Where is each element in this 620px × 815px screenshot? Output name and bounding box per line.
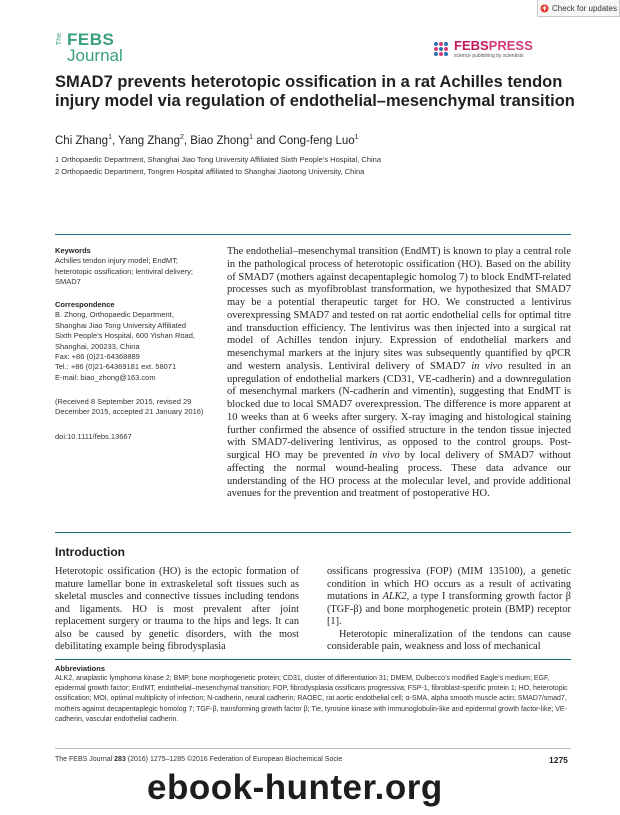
author-affiliation-mark: 1 — [249, 134, 253, 141]
footer-copyright: 2016 Federation of European Biochemical Socie — [192, 756, 343, 763]
article-title: SMAD7 prevents heterotopic ossification in a rat Achilles tendon injury model via regulation of endothelial–mesenchymal transition — [55, 73, 575, 110]
section-divider — [55, 234, 571, 235]
abstract-text: by local delivery of SMAD7 without affecting the normal wound-healing process. These data advance our understanding of the HO process at the molecular level, and provide additional avenues for the prevention and treatment of postoperative HO. — [227, 450, 571, 500]
keywords-text: Achilles tendon injury model; EndMT; heterotopic ossification; lentiviral delivery; SMAD7 — [55, 256, 193, 287]
abstract — [227, 246, 571, 501]
publisher-logo — [432, 38, 572, 64]
footer-journal: The FEBS Journal — [55, 756, 115, 763]
publisher-name-febs: FEBS — [454, 38, 489, 53]
introduction-column-right — [327, 566, 571, 654]
correspondence-heading: Correspondence — [55, 300, 115, 309]
author-separator: , — [183, 134, 191, 147]
footer-pages: (2016) 1275–1285 — [125, 756, 187, 763]
publisher-name — [454, 38, 533, 53]
doi: doi:10.1111/febs.13667 — [55, 432, 132, 441]
correspondence-line: Tel.: +86 (0)21-64369181 ext. 58071 — [55, 362, 177, 372]
author-affiliation-mark: 2 — [179, 134, 184, 141]
correspondence-line: Sixth People’s Hospital, 600 Yishan Road, — [55, 331, 195, 341]
author-list — [55, 134, 359, 147]
journal-logo-febs: FEBS — [67, 30, 115, 49]
keywords-block — [55, 246, 215, 288]
correspondence-line: Fax: +86 (0)21-64368889 — [55, 352, 140, 362]
febs-press-dots-icon — [432, 40, 450, 58]
author-affiliation-mark: 1 — [108, 134, 112, 141]
watermark: ebook-hunter.org — [147, 768, 443, 807]
correspondence-block — [55, 300, 215, 383]
page-number: 1275 — [549, 755, 568, 765]
introduction-paragraph: Heterotopic ossification (HO) is the ectopic formation of mature lamellar bone in extraskeletal soft tissues such as skeletal muscles and connective tissues including tendons and ligaments. HO is most prevalent after joint replacement surgery or trauma to the hips and legs. It can also be caused by genetic disorders, with the most debilitating example being fibrodysplasia — [55, 566, 299, 652]
author-name: Cong-feng Luo — [278, 134, 355, 147]
introduction-heading: Introduction — [55, 545, 125, 559]
footer-citation — [55, 756, 342, 763]
abbreviations-heading: Abbreviations — [55, 664, 106, 673]
correspondence-email: E-mail: biao_zhong@163.com — [55, 372, 156, 382]
affiliation-1: 1 Orthopaedic Department, Shanghai Jiao Tong University Affiliated Sixth People’s Hospital, China — [55, 155, 382, 164]
publisher-name-press: PRESS — [488, 38, 533, 53]
abbreviations-text: ALK2, anaplastic lymphoma kinase 2; BMP, bone morphogenetic protein; CD31, cluster of differentiation 31; DMEM, Dulbecco’s modified Eagle’s medium; EGF, epidermal growth factor; EndMT, endothelial–mesenchymal transition; FOP, fibrodysplasia ossificans progressiva; FSP-1, fibroblast-specific protein 1; HO, heterotopic ossification; MOI, optimal multiplicity of infection; N-cadherin, neural cadherin; RAOEC, rat aortic endothelial cell; α-SMA, alpha smooth muscle actin; SMAD7/smad7, mothers against decapentaplegic homolog 7; TGF-β, transforming growth factor β; Tie, tyrosine kinase with immunoglobulin-like and epidermal growth factor-like; VE-cadherin, vascular endothelial cadherin. — [55, 675, 568, 723]
introduction-paragraph: Heterotopic mineralization of the tendons can cause considerable pain, weakness and loss of mechanical — [327, 628, 571, 652]
keywords-heading: Keywords — [55, 246, 91, 255]
section-divider — [55, 532, 571, 533]
abstract-text: The endothelial–mesenchymal transition (EndMT) is known to play a central role in the pathological process of heterotopic ossification (HO). Based on the ability of SMAD7 (mothers against decapentaplegic homolog 7) to block EndMT-related processes such as myofibroblast transformation, we hypothesized that SMAD7 may be a potential therapeutic target for HO. We constructed a lentivirus overexpressing SMAD7 and tested on rat aortic endothelial cells for optimal titre and transduction efficiency. The lentivirus was then injected into a surgical rat model of Achilles tendon injury. Expression of endothelial markers and mesenchymal markers at the injury sites was subsequently quantified by qPCR and western analysis. Lentiviral delivery of SMAD7 — [227, 246, 571, 372]
abstract-italic: in vivo — [369, 450, 400, 461]
intro-italic: ALK2 — [382, 591, 407, 602]
copyright-icon: © — [186, 756, 193, 763]
check-for-updates-label: Check for updates — [552, 3, 617, 13]
author-name: Chi Zhang — [55, 134, 109, 147]
correspondence-line: Shanghai Jiao Tong University Affiliated — [55, 320, 187, 330]
footer-divider — [55, 748, 571, 749]
intro-text: ossificans progressiva (FOP) (MIM 135100), a genetic condition in which HO occurs as a result of activating mutations in — [327, 566, 571, 602]
correspondence-line: Shanghai, 200233, China — [55, 341, 140, 351]
journal-logo-the: The — [56, 33, 63, 46]
update-icon — [540, 4, 549, 13]
correspondence-line: B. Zhong, Orthopaedic Department, — [55, 310, 174, 320]
author-name: Yang Zhang — [118, 134, 180, 147]
author-name: Biao Zhong — [190, 134, 250, 147]
journal-logo-journal: Journal — [67, 46, 123, 65]
abstract-text: resulted in an upregulation of endothelial markers (CD31, VE-cadherin) and a downregulation of mesenchymal markers (N-cadherin and vimentin), suggesting that EndMT is blocked due to local SMAD7 overexpression. The difference is more apparent at 10 weeks than at 6 weeks after surgery. X-ray imaging and histological staining further confirmed the absence of ossified structure in the tendon tissue injected with SMAD7-delivering lentivirus, as opposed to the control groups. Post-surgical HO may be prevented — [227, 360, 571, 461]
journal-logo — [56, 30, 134, 66]
author-affiliation-mark: 1 — [354, 134, 359, 141]
author-separator: and — [253, 134, 279, 147]
introduction-paragraph — [327, 566, 571, 629]
received-dates: (Received 8 September 2015, revised 29 December 2015, accepted 21 January 2016) — [55, 397, 204, 417]
author-separator: , — [111, 134, 119, 147]
affiliation-2: 2 Orthopaedic Department, Tongren Hospital affiliated to Shanghai Jiaotong University, China — [55, 167, 365, 176]
introduction-column-left — [55, 566, 299, 654]
intro-text: , a type I transforming growth factor β (TGF-β) and bone morphogenetic protein (BMP) receptor [1]. — [327, 591, 571, 627]
footer-volume: 283 — [114, 756, 126, 763]
check-for-updates-button[interactable] — [537, 0, 620, 17]
section-divider — [55, 659, 571, 660]
abstract-italic: in vivo — [471, 360, 503, 372]
publisher-tagline: science publishing by scientists — [454, 53, 524, 59]
